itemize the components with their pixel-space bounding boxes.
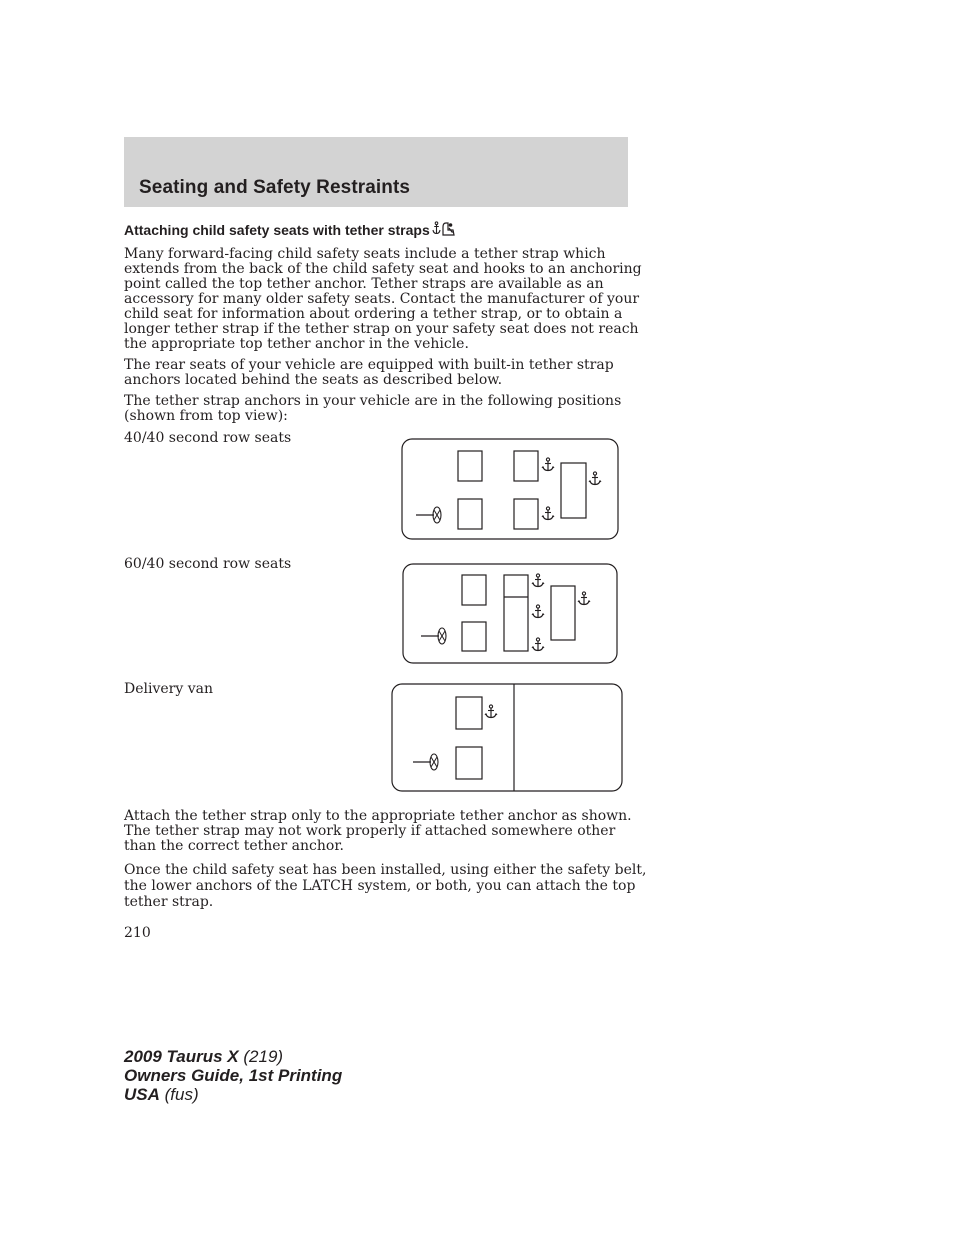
text-line: The tether strap anchors in your vehicle are in the following positions xyxy=(124,393,622,409)
anchor-icon xyxy=(578,592,590,605)
front-seat-right xyxy=(458,499,482,529)
section-title: Seating and Safety Restraints xyxy=(139,177,411,198)
text-line: The tether strap may not work properly if attached somewhere other xyxy=(124,823,616,839)
diagram-label-40-40: 40/40 second row seats xyxy=(124,430,292,446)
text-line: the appropriate top tether anchor in the vehicle. xyxy=(124,336,469,352)
footer-line-market xyxy=(124,1085,342,1104)
front-seat-left xyxy=(462,575,486,605)
diagram-label-60-40: 60/40 second row seats xyxy=(124,556,292,572)
subheading-text: Attaching child safety seats with tether straps xyxy=(124,222,430,238)
text-line: anchors located behind the seats as described below. xyxy=(124,372,503,388)
footer-model: 2009 Taurus X xyxy=(124,1047,239,1066)
diagram-40-40-seats xyxy=(401,438,621,542)
front-seat-left xyxy=(456,697,482,729)
footer-market: USA xyxy=(124,1085,160,1104)
anchor-icon xyxy=(485,705,497,718)
paragraph-once-installed xyxy=(124,862,647,910)
paragraph-rear-seats xyxy=(124,358,629,388)
text-line: tether strap. xyxy=(124,894,214,910)
text-line: (shown from top view): xyxy=(124,408,288,424)
paragraph-attach xyxy=(124,808,632,854)
front-seat-right xyxy=(462,622,486,651)
text-line: Once the child safety seat has been installed, using either the safety belt, xyxy=(124,862,647,878)
footer-market-code: (fus) xyxy=(164,1085,199,1104)
front-seat-right xyxy=(456,747,482,779)
footer-edition-info xyxy=(124,1047,342,1104)
diagram-delivery-van xyxy=(391,683,625,794)
text-line: The rear seats of your vehicle are equipped with built-in tether strap xyxy=(124,357,614,373)
text-line: point called the top tether anchor. Tether straps are available as an xyxy=(124,276,604,292)
second-row-seat-60 xyxy=(504,575,528,651)
subheading xyxy=(124,221,456,238)
text-line: the lower anchors of the LATCH system, or both, you can attach the top xyxy=(124,878,636,894)
anchor-icon xyxy=(532,574,544,587)
child-seat-tether-icon xyxy=(432,221,456,237)
text-line: extends from the back of the child safety seat and hooks to an anchoring xyxy=(124,261,642,277)
footer-line-printing xyxy=(124,1066,342,1085)
steering-wheel-icon xyxy=(413,754,438,770)
diagram-label-delivery-van: Delivery van xyxy=(124,681,213,697)
paragraph-intro xyxy=(124,246,642,352)
second-row-seat-right xyxy=(514,499,538,529)
anchor-icon xyxy=(542,507,554,520)
diagram-60-40-seats xyxy=(402,563,620,666)
footer-model-code: (219) xyxy=(243,1047,284,1066)
anchor-icon xyxy=(542,458,554,471)
page-number: 210 xyxy=(124,925,151,941)
anchor-icon xyxy=(589,472,601,485)
anchor-icon xyxy=(532,638,544,651)
vehicle-outline xyxy=(403,564,617,663)
text-line: than the correct tether anchor. xyxy=(124,838,344,854)
text-line: child seat for information about ordering a tether strap, or to obtain a xyxy=(124,306,623,322)
text-line: Attach the tether strap only to the appropriate tether anchor as shown. xyxy=(124,808,632,824)
text-line: longer tether strap if the tether strap on your safety seat does not reach xyxy=(124,321,639,337)
second-row-seat-left xyxy=(514,451,538,481)
text-line: accessory for many older safety seats. Contact the manufacturer of your xyxy=(124,291,640,307)
steering-wheel-icon xyxy=(421,628,446,644)
steering-wheel-icon xyxy=(416,507,441,523)
third-row-bench xyxy=(551,586,575,640)
anchor-icon xyxy=(532,605,544,618)
footer-line-model xyxy=(124,1047,342,1066)
front-seat-left xyxy=(458,451,482,481)
paragraph-positions xyxy=(124,394,629,424)
vehicle-outline xyxy=(392,684,622,791)
footer-printing: Owners Guide, 1st Printing xyxy=(124,1066,343,1085)
third-row-bench xyxy=(561,463,586,518)
text-line: Many forward-facing child safety seats include a tether strap which xyxy=(124,246,606,262)
